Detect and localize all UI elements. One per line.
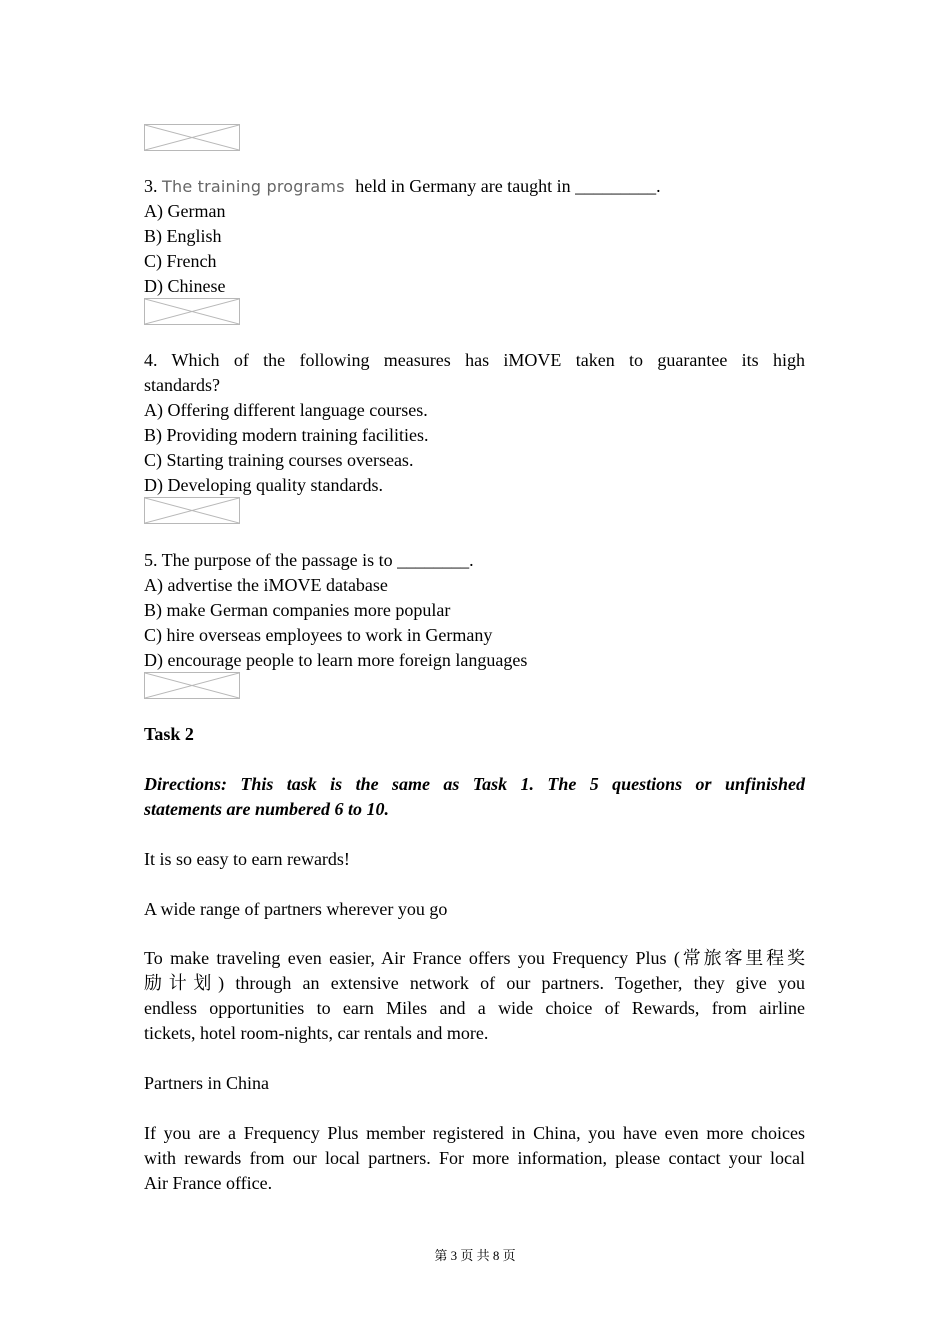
paragraph-line: To make traveling even easier, Air France offers you Frequency Plus (常旅客里程奖 (144, 948, 805, 968)
option-d: D) Chinese (144, 276, 226, 296)
option-a: A) German (144, 201, 226, 221)
image-placeholder (144, 497, 240, 524)
option-b: B) make German companies more popular (144, 600, 451, 620)
paragraph: Partners in China (144, 1073, 269, 1093)
paragraph-line: with rewards from our local partners. For more information, please contact your local (144, 1148, 805, 1168)
option-a: A) Offering different language courses. (144, 400, 428, 420)
paragraph-line: If you are a Frequency Plus member registered in China, you have even more choices (144, 1123, 805, 1143)
question-3-stem (144, 174, 805, 199)
option-b: B) Providing modern training facilities. (144, 425, 429, 445)
question-number: 3. (144, 176, 158, 196)
question-4-stem: 4. Which of the following measures has iMOVE taken to guarantee its high (144, 350, 805, 370)
directions: Directions: This task is the same as Task 1. The 5 questions or unfinished (144, 774, 805, 794)
option-c: C) hire overseas employees to work in Germany (144, 625, 493, 645)
question-5-stem: 5. The purpose of the passage is to ________. (144, 550, 474, 570)
question-4-stem-cont: standards? (144, 375, 220, 395)
paragraph: It is so easy to earn rewards! (144, 849, 350, 869)
option-d: D) Developing quality standards. (144, 475, 383, 495)
page-footer: 第 3 页 共 8 页 (434, 1248, 516, 1263)
option-b: B) English (144, 226, 222, 246)
option-c: C) French (144, 251, 217, 271)
paragraph-line: tickets, hotel room-nights, car rentals and more. (144, 1023, 489, 1043)
task-2-heading: Task 2 (144, 724, 194, 744)
paragraph-line: Air France office. (144, 1173, 273, 1193)
image-placeholder (144, 672, 240, 699)
paragraph-line: endless opportunities to earn Miles and a wide choice of Rewards, from airline (144, 998, 805, 1018)
inline-text-image: The training programs (162, 177, 345, 196)
directions-cont: statements are numbered 6 to 10. (144, 799, 390, 819)
question-text: held in Germany are taught in _________. (355, 176, 661, 196)
image-placeholder (144, 298, 240, 325)
paragraph-line: 励计划) through an extensive network of our partners. Together, they give you (144, 973, 805, 993)
image-placeholder (144, 124, 240, 151)
option-a: A) advertise the iMOVE database (144, 575, 388, 595)
option-c: C) Starting training courses overseas. (144, 450, 414, 470)
paragraph: A wide range of partners wherever you go (144, 899, 448, 919)
option-d: D) encourage people to learn more foreign languages (144, 650, 528, 670)
